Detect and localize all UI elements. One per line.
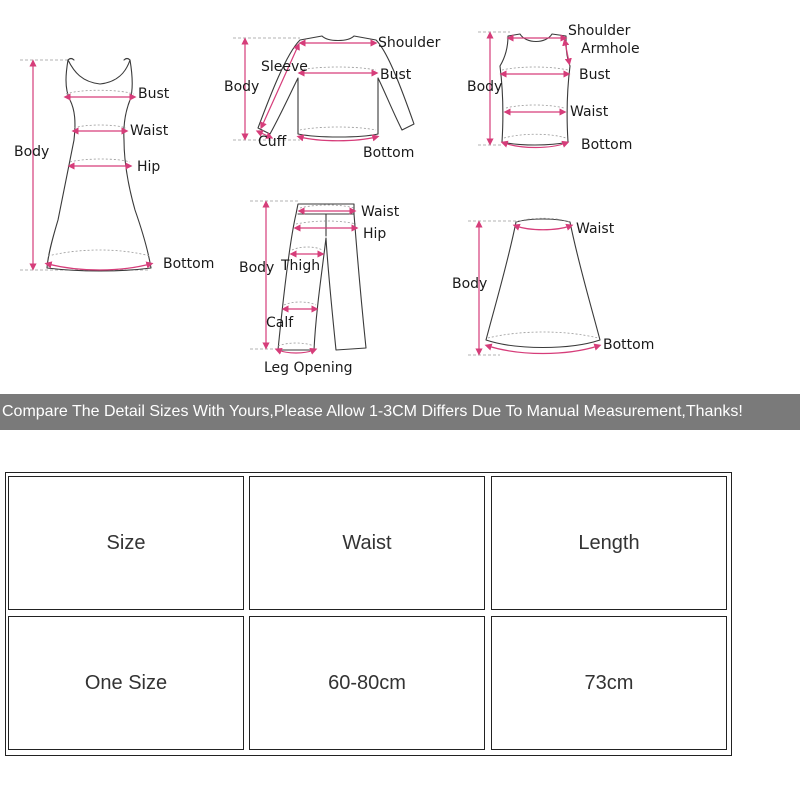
vest-diagram [467,23,640,153]
measurement-notice-text: Compare The Detail Sizes With Yours,Please Allow 1-3CM Differs Due To Manual Measurement,Thanks! [2,403,743,420]
pants-diagram [239,201,400,376]
row-cell-size: One Size [8,616,244,750]
vest-bust-label: Bust [579,67,611,83]
top-diagram [224,35,441,161]
pants-leg-opening-label: Leg Opening [264,360,353,376]
vest-outline [500,34,570,145]
skirt-diagram [452,218,654,355]
vest-bottom-label: Bottom [581,137,633,153]
dress-diagram [14,59,214,273]
vest-waist-label: Waist [570,104,609,120]
dress-body-label: Body [14,144,50,160]
top-bust-label: Bust [380,67,412,83]
vest-armhole-label: Armhole [581,41,640,57]
top-body-label: Body [224,79,260,95]
measurement-notice-banner [0,394,800,430]
pants-waist-label: Waist [361,204,400,220]
pants-thigh-label: Thigh [281,258,321,274]
skirt-waist-label: Waist [576,221,615,237]
dress-bottom-label: Bottom [163,256,215,272]
pants-hip-label: Hip [363,226,387,242]
vest-body-label: Body [467,79,503,95]
top-cuff-label: Cuff [258,134,287,150]
pants-calf-label: Calf [266,315,294,331]
skirt-body-label: Body [452,276,488,292]
skirt-outline [486,219,600,348]
size-table [5,472,732,756]
skirt-bottom-label: Bottom [603,337,655,353]
row-cell-waist: 60-80cm [249,616,485,750]
dress-bust-label: Bust [138,86,170,102]
header-cell-size: Size [8,476,244,610]
header-cell-length: Length [491,476,727,610]
vest-shoulder-label: Shoulder [568,23,631,39]
top-bottom-label: Bottom [363,145,415,161]
dress-hip-label: Hip [137,159,161,175]
top-shoulder-label: Shoulder [378,35,441,51]
header-cell-waist: Waist [249,476,485,610]
pants-body-label: Body [239,260,275,276]
top-outline [258,36,414,137]
dress-waist-label: Waist [130,123,169,139]
top-sleeve-label: Sleeve [261,59,308,75]
row-cell-length: 73cm [491,616,727,750]
measurement-diagram [0,0,800,392]
